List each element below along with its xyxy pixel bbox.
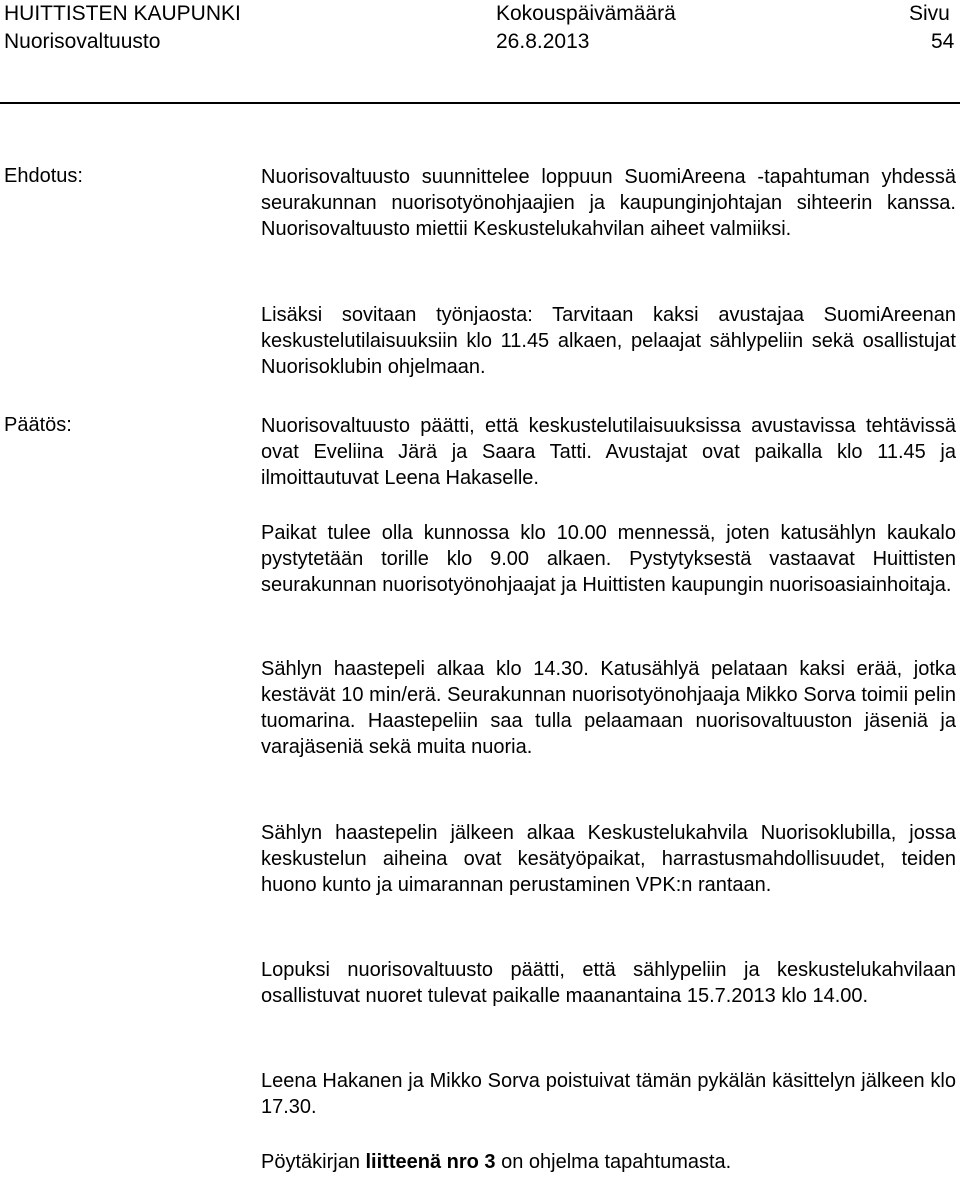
attachment-reference: liitteenä nro 3 bbox=[365, 1151, 496, 1173]
header-date-label: Kokouspäivämäärä bbox=[496, 2, 676, 25]
header-body: Nuorisovaltuusto bbox=[4, 30, 161, 53]
decision-label: Päätös: bbox=[4, 414, 72, 436]
paragraph-decision-4: Sählyn haastepelin jälkeen alkaa Keskustelukahvila Nuorisoklubilla, jossa keskustelun aiheina ovat kesätyöpaikat, harrastusmahdollisuudet, teiden huono kunto ja uimarannan perustaminen VPK:n rantaan. bbox=[261, 822, 956, 896]
header-page-number: 54 bbox=[931, 30, 955, 53]
attachment-prefix: Pöytäkirjan bbox=[261, 1151, 366, 1173]
paragraph-decision-2: Paikat tulee olla kunnossa klo 10.00 mennessä, joten katusählyn kaukalo pystytetään torille klo 9.00 alkaen. Pystytyksestä vastaavat Huittisten seurakunnan nuorisotyönohjaajat ja Huittisten kaupungin nuorisoasiainhoitaja. bbox=[261, 522, 956, 596]
header-org: HUITTISTEN KAUPUNKI bbox=[4, 2, 241, 25]
header-page-label: Sivu bbox=[909, 2, 950, 25]
header-divider bbox=[0, 102, 960, 104]
proposal-label: Ehdotus: bbox=[4, 165, 83, 187]
paragraph-proposal-2: Lisäksi sovitaan työnjaosta: Tarvitaan kaksi avustajaa SuomiAreenan keskustelutilaisuuksiin klo 11.45 alkaen, pelaajat sählypeliin sekä osallistujat Nuorisoklubin ohjelmaan. bbox=[261, 304, 956, 378]
header-date: 26.8.2013 bbox=[496, 30, 590, 53]
paragraph-proposal-1: Nuorisovaltuusto suunnittelee loppuun SuomiAreena -tapahtuman yhdessä seurakunnan nuorisotyönohjaajien ja kaupunginjohtajan sihteerin kanssa. Nuorisovaltuusto miettii Keskustelukahvilan aiheet valmiiksi. bbox=[261, 166, 956, 240]
paragraph-attachment bbox=[261, 1149, 956, 1175]
paragraph-decision-1: Nuorisovaltuusto päätti, että keskustelutilaisuuksissa avustavissa tehtävissä ovat Eveliina Järä ja Saara Tatti. Avustajat ovat paikalla klo 11.45 ja ilmoittautuvat Leena Hakaselle. bbox=[261, 415, 956, 489]
paragraph-decision-5: Lopuksi nuorisovaltuusto päätti, että sählypeliin ja keskustelukahvilaan osallistuvat nuoret tulevat paikalle maanantaina 15.7.2013 klo 14.00. bbox=[261, 959, 956, 1007]
paragraph-decision-6: Leena Hakanen ja Mikko Sorva poistuivat tämän pykälän käsittelyn jälkeen klo 17.30. bbox=[261, 1070, 956, 1118]
paragraph-decision-3: Sählyn haastepeli alkaa klo 14.30. Katusählyä pelataan kaksi erää, jotka kestävät 10 min/erä. Seurakunnan nuorisotyönohjaaja Mikko Sorva toimii pelin tuomarina. Haastepeliin saa tulla pelaamaan nuorisovaltuuston jäseniä ja varajäseniä sekä muita nuoria. bbox=[261, 658, 956, 758]
attachment-suffix: on ohjelma tapahtumasta. bbox=[501, 1151, 732, 1173]
